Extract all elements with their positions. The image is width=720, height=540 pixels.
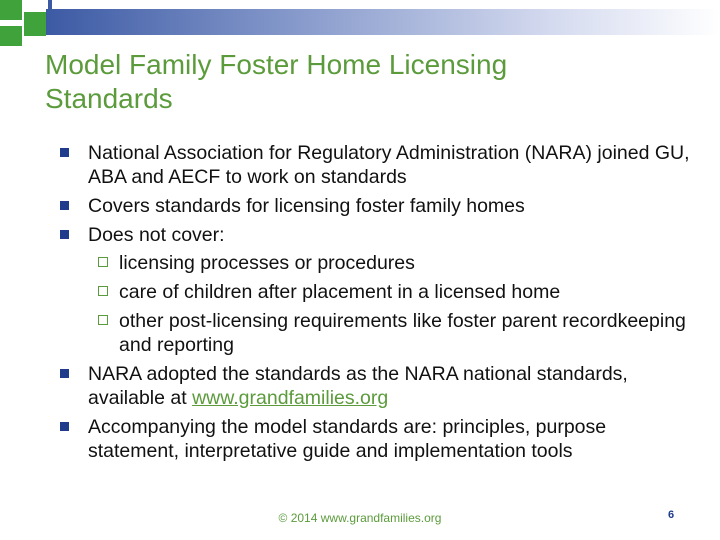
bullet-text: NARA adopted the standards as the NARA national standards, available at (88, 363, 628, 409)
bullet-item (60, 141, 700, 189)
decorative-square (0, 0, 22, 20)
sub-bullet-item (90, 280, 700, 304)
bullet-item (60, 223, 700, 247)
square-bullet-icon (60, 230, 69, 239)
sub-bullet-text: other post-licensing requirements like foster parent recordkeeping and reporting (119, 310, 686, 356)
bullet-item (60, 362, 700, 410)
sub-bullet-item (90, 251, 700, 275)
sub-bullet-text: licensing processes or procedures (119, 252, 415, 274)
bullet-text: National Association for Regulatory Administration (NARA) joined GU, ABA and AECF to work on standards (88, 142, 690, 188)
footer-copyright: © 2014 www.grandfamilies.org (278, 511, 442, 525)
decorative-square (48, 0, 52, 9)
bullet-item (60, 194, 700, 218)
hollow-square-bullet-icon (98, 257, 108, 267)
bullet-list (60, 141, 700, 468)
hollow-square-bullet-icon (98, 286, 108, 296)
page-number: 6 (668, 509, 675, 521)
header-gradient-bar (46, 9, 720, 35)
square-bullet-icon (60, 369, 69, 378)
bullet-text: Covers standards for licensing foster family homes (88, 195, 525, 217)
square-bullet-icon (60, 201, 69, 210)
hollow-square-bullet-icon (98, 315, 108, 325)
title-line-2: Standards (45, 83, 173, 114)
decorative-square (0, 26, 22, 46)
sub-bullet-item (90, 309, 700, 357)
square-bullet-icon (60, 148, 69, 157)
grandfamilies-link[interactable]: www.grandfamilies.org (192, 387, 389, 409)
bullet-text: Accompanying the model standards are: principles, purpose statement, interpretative guide and implementation tools (88, 416, 607, 462)
slide-title (45, 48, 685, 116)
bullet-text: Does not cover: (88, 224, 225, 246)
title-line-1: Model Family Foster Home Licensing (45, 49, 508, 80)
decorative-square (24, 12, 46, 36)
square-bullet-icon (60, 422, 69, 431)
bullet-item (60, 415, 700, 463)
sub-bullet-text: care of children after placement in a licensed home (119, 281, 561, 303)
